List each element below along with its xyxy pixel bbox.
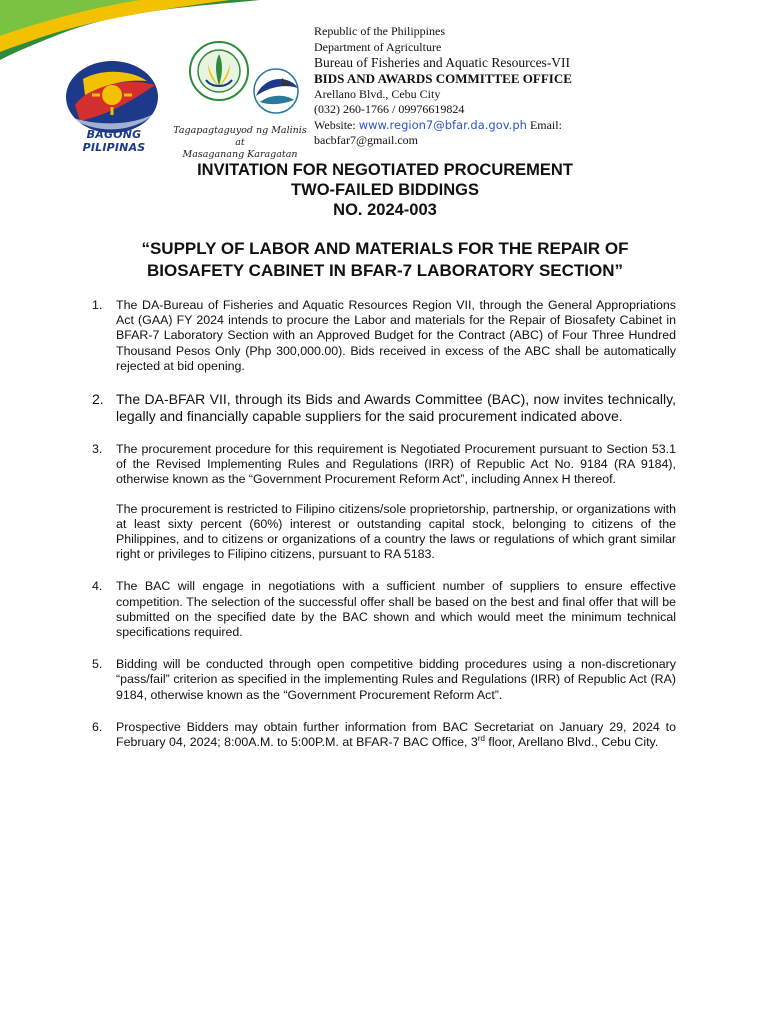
item-text-part-b: floor, Arellano Blvd., Cebu City. (484, 735, 659, 750)
letterhead-email: bacbfar7@gmail.com (314, 133, 419, 147)
item-number: 2. (92, 391, 104, 408)
item-number: 5. (92, 657, 103, 672)
title-line-2: TWO-FAILED BIDDINGS (291, 181, 479, 199)
list-item (92, 657, 676, 703)
letterhead-republic: Republic of the Philippines (314, 24, 445, 38)
item-text-part-a: Prospective Bidders may obtain further information from BAC Secretariat on January 29, 2024 to February 04, 2024; 8:00A.M. to 5:00P.M. at BFAR-7 BAC Office, 3 (116, 719, 676, 750)
letterhead (314, 24, 572, 149)
item-text: The BAC will engage in negotiations with a sufficient number of suppliers to ensure effective competition. The selection of the successful offer shall be based on the best and final offer that will be submitted on the specified date by the BAC shown and which would meet the minimum technical specifications required. (116, 579, 676, 640)
website-link[interactable]: www.region7@bfar.da.gov.ph (358, 117, 527, 132)
item-number: 3. (92, 442, 103, 457)
title-line-1: INVITATION FOR NEGOTIATED PROCUREMENT (197, 161, 573, 179)
item-text: The DA-BFAR VII, through its Bids and Awards Committee (BAC), now invites technically, legally and financially capable suppliers for the said procurement indicated above. (116, 391, 676, 425)
list-item (92, 391, 676, 425)
letterhead-website-row (314, 118, 572, 134)
tagline-line-2: Masaganang Karagatan (182, 149, 298, 160)
item-text: The DA-Bureau of Fisheries and Aquatic Resources Region VII, through the General Appropriations Act (GAA) FY 2024 intends to procure the Labor and materials for the Repair of Biosafety Cabinet in BFAR-7 Laboratory Section with an Approved Budget for the Contract (ABC) of Four Three Hundred Thousand Pesos Only (Php 300,000.00). Bids received in excess of the ABC shall be automatically rejected at bid opening. (116, 298, 676, 373)
list-item (92, 579, 676, 640)
department-of-agriculture-seal (188, 40, 250, 102)
letterhead-bureau: Bureau of Fisheries and Aquatic Resources-VII (314, 55, 571, 70)
email-label: Email: (529, 117, 562, 132)
project-title (0, 238, 770, 282)
invitation-items (92, 298, 676, 767)
list-item (92, 719, 676, 750)
bfar-logo (246, 66, 306, 116)
title-line-3: NO. 2024-003 (333, 201, 437, 219)
item-text-superscript: rd (477, 733, 485, 743)
item-number: 6. (92, 719, 103, 734)
item-text-secondary: The procurement is restricted to Filipino citizens/sole proprietorship, partnership, or organizations with at least sixty percent (60%) interest or outstanding capital stock, belonging to citizens of the Philippines, and to citizens or organizations of a country the laws or regulations of which grant similar right or privileges to Filipino citizens, pursuant to RA 5183. (116, 501, 676, 562)
tagline-line-1: Tagapagtaguyod ng Malinis at (173, 125, 307, 148)
letterhead-office: BIDS AND AWARDS COMMITTEE OFFICE (314, 71, 572, 86)
item-number: 1. (92, 298, 103, 312)
project-title-line-2: BIOSAFETY CABINET IN BFAR-7 LABORATORY SECTION” (146, 261, 624, 280)
bagong-pilipinas-logo-text: BAGONG PILIPINAS (82, 128, 146, 154)
item-text: The procurement procedure for this requirement is Negotiated Procurement pursuant to Section 53.1 of the Revised Implementing Rules and Regulations (IRR) of Republic Act No. 9184 (RA 9184), otherwise known as the “Government Procurement Reform Act”, including Annex H thereof. (116, 442, 676, 487)
document-title (0, 160, 770, 220)
letterhead-address: Arellano Blvd., Cebu City (314, 86, 441, 101)
letterhead-phone: (032) 260-1766 / 09976619824 (314, 102, 465, 116)
letterhead-department: Department of Agriculture (314, 39, 442, 54)
agency-tagline (170, 125, 310, 161)
list-item (92, 298, 676, 374)
item-text (116, 720, 676, 750)
list-item (92, 442, 676, 562)
project-title-line-1: “SUPPLY OF LABOR AND MATERIALS FOR THE REPAIR OF (141, 239, 629, 258)
item-number: 4. (92, 579, 103, 594)
website-label: Website: (314, 117, 356, 132)
item-text: Bidding will be conducted through open competitive bidding procedures using a non-discretionary “pass/fail” criterion as specified in the implementing Rules and Regulations (IRR) of Republic Act (RA) 9184, otherwise known as the “Government Procurement Reform Act”. (116, 657, 676, 702)
